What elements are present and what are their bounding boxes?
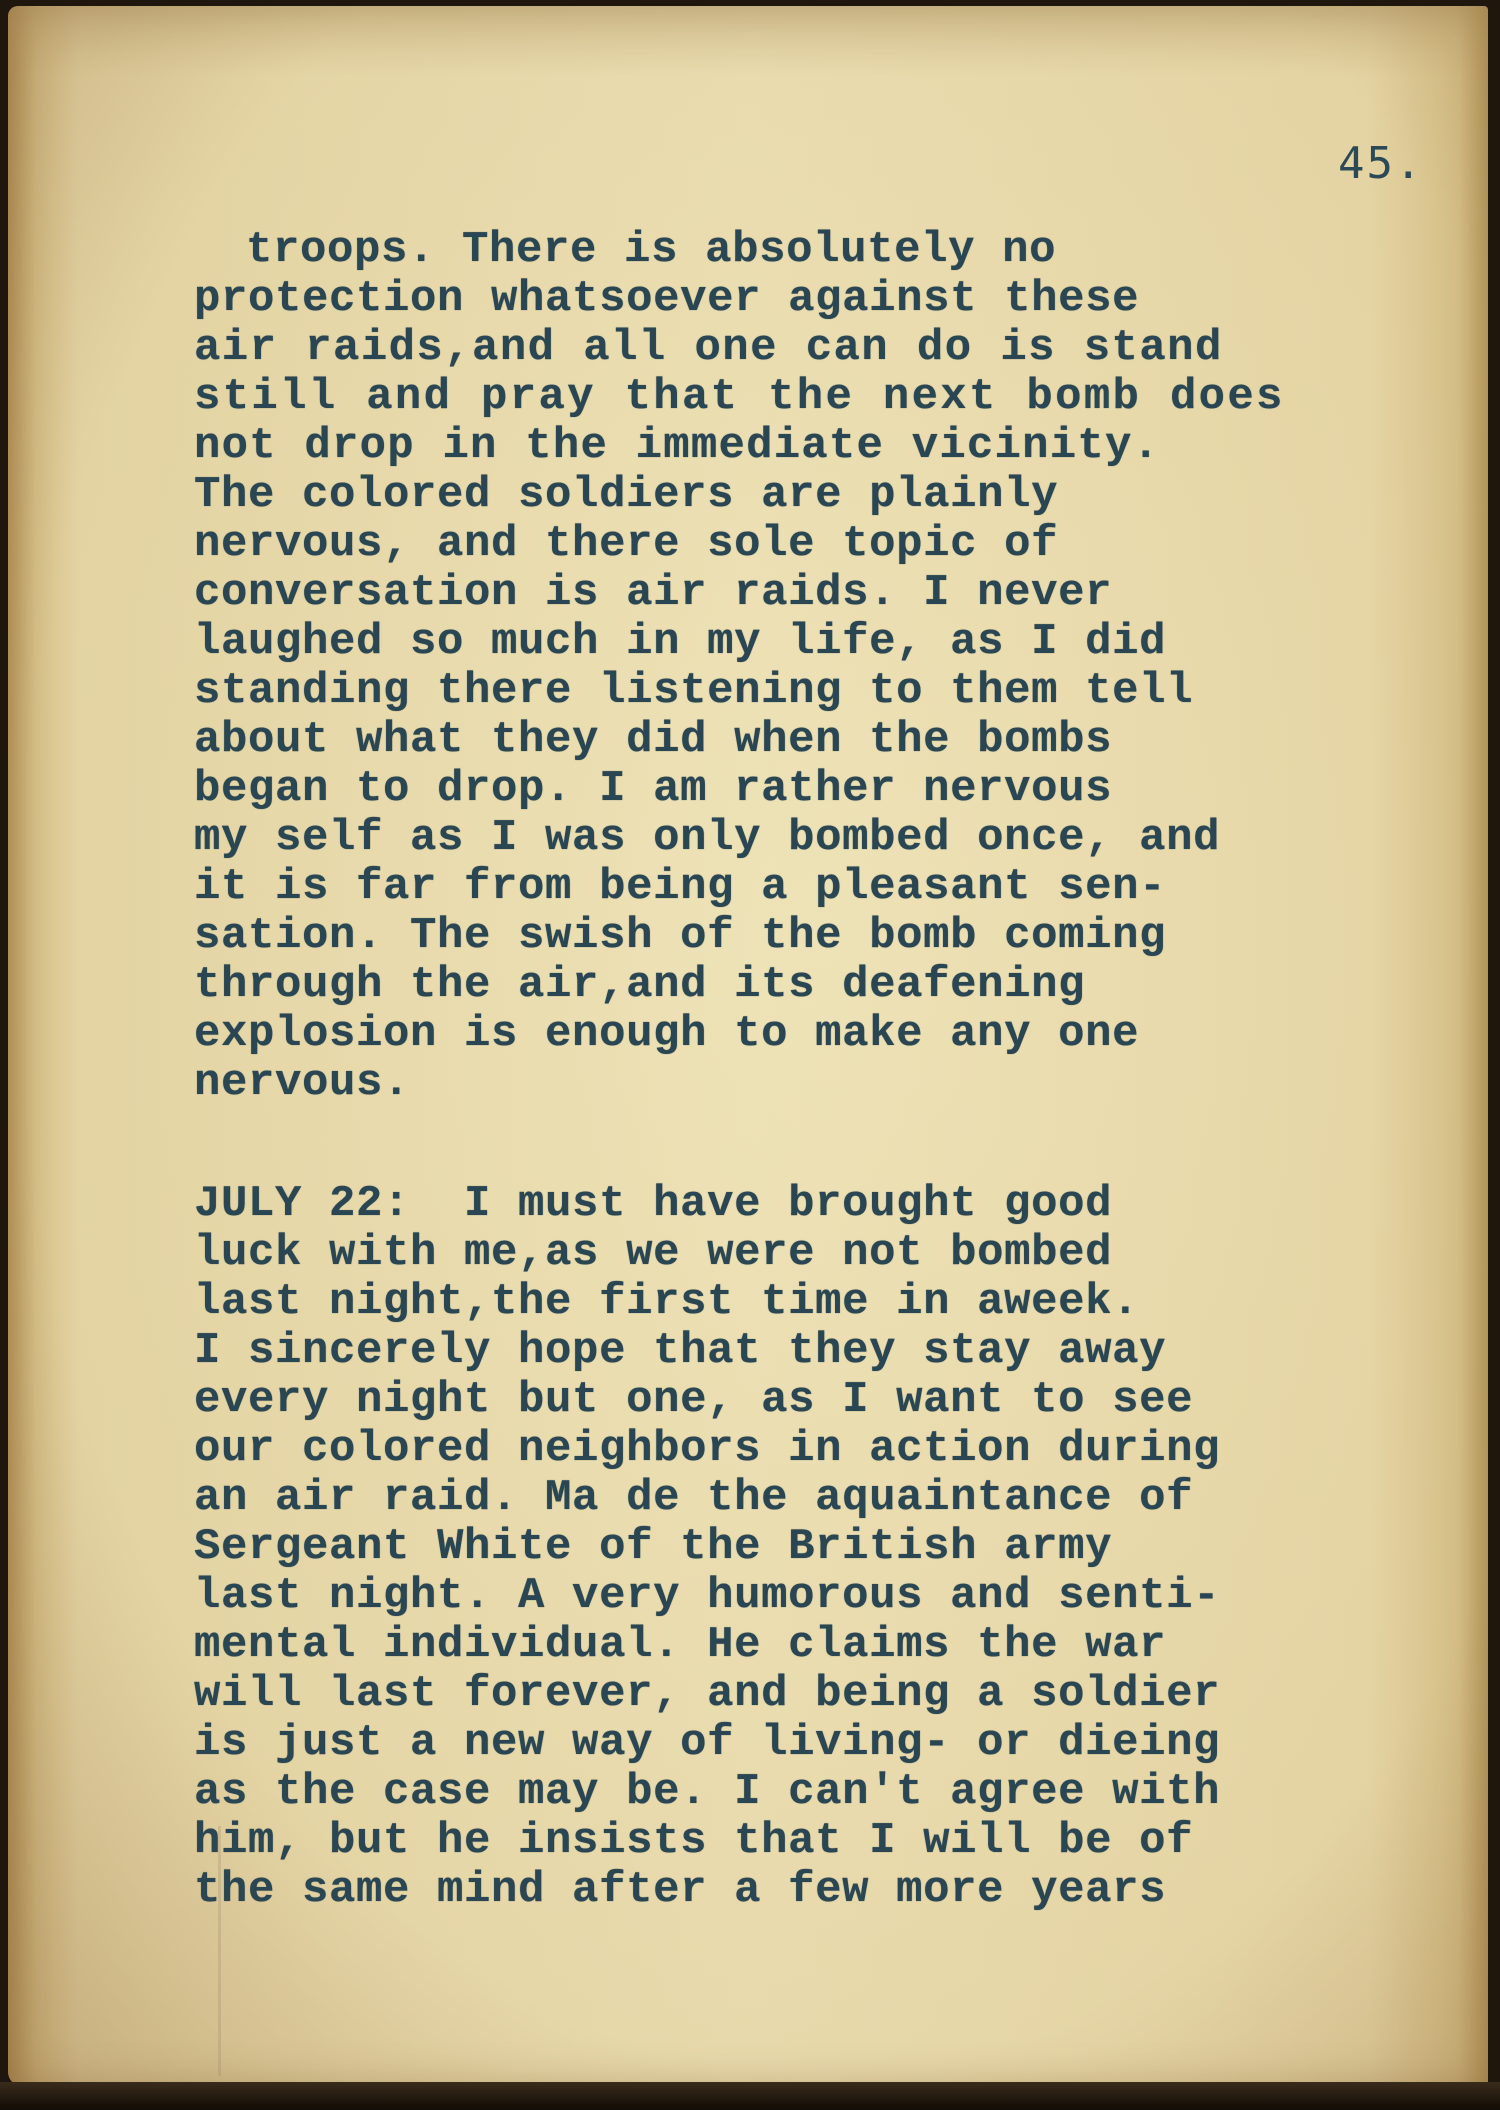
text-line: about what they did when the bombs [194, 715, 1113, 765]
text-line: troops. There is absolutely no [246, 225, 1057, 275]
text-line: my self as I was only bombed once, and [194, 813, 1221, 863]
text-line: nervous, and there sole topic of [194, 519, 1059, 569]
book-edge [0, 2082, 1500, 2110]
text-line: it is far from being a pleasant sen- [194, 862, 1167, 912]
paragraph-air-raids [194, 226, 1394, 1108]
text-line: conversation is air raids. I never [194, 568, 1113, 618]
text-line: standing there listening to them tell [194, 666, 1194, 716]
text-line: laughed so much in my life, as I did [194, 617, 1167, 667]
typewritten-text [194, 226, 1394, 1915]
paragraph-gap [194, 1108, 1394, 1180]
text-line: is just a new way of living- or dieing [194, 1718, 1221, 1768]
text-line: air raids,and all one can do is stand [194, 323, 1223, 373]
text-line: an air raid. Ma de the aquaintance of [194, 1473, 1194, 1523]
text-line: as the case may be. I can't agree with [194, 1767, 1221, 1817]
text-line: protection whatsoever against these [194, 274, 1140, 324]
text-line: explosion is enough to make any one [194, 1009, 1140, 1059]
text-line: Sergeant White of the British army [194, 1522, 1113, 1572]
text-line: will last forever, and being a soldier [194, 1669, 1221, 1719]
text-line: nervous. [194, 1058, 411, 1108]
text-line: sation. The swish of the bomb coming [194, 911, 1167, 961]
text-line: the same mind after a few more years [194, 1865, 1167, 1915]
text-line: I sincerely hope that they stay away [194, 1326, 1167, 1376]
text-line: him, but he insists that I will be of [194, 1816, 1194, 1866]
text-line: The colored soldiers are plainly [194, 470, 1059, 520]
text-line: JULY 22: I must have brought good [194, 1179, 1113, 1229]
text-line: through the air,and its deafening [194, 960, 1086, 1010]
text-line: last night. A very humorous and senti- [194, 1571, 1221, 1621]
page-number: 45. [1338, 138, 1424, 189]
text-line: last night,the first time in aweek. [194, 1277, 1140, 1327]
text-line: still and pray that the next bomb does [194, 372, 1285, 422]
text-line: our colored neighbors in action during [194, 1424, 1221, 1474]
text-line: every night but one, as I want to see [194, 1375, 1194, 1425]
paper-sheet [8, 6, 1488, 2086]
text-line: not drop in the immediate vicinity. [194, 421, 1161, 471]
paragraph-july-22 [194, 1180, 1394, 1915]
text-line: began to drop. I am rather nervous [194, 764, 1113, 814]
text-line: mental individual. He claims the war [194, 1620, 1167, 1670]
text-line: luck with me,as we were not bombed [194, 1228, 1113, 1278]
